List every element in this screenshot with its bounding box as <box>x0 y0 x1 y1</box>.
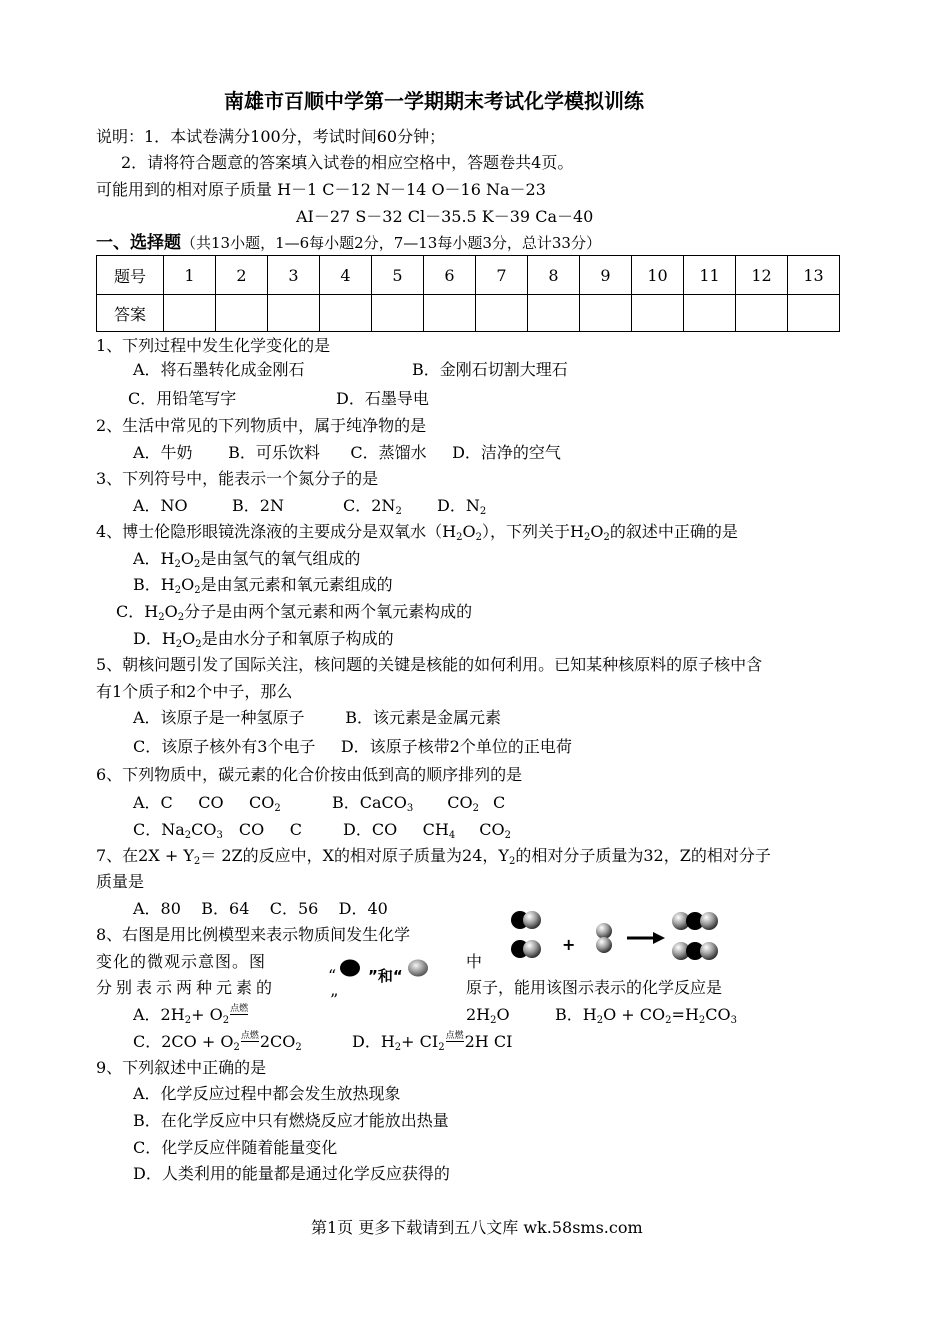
q5-options-ab: A．该原子是一种氢原子 B．该元素是金属元素 <box>133 708 502 727</box>
q4-option-text: 分子是由两个氢元素和两个氧元素构成的 <box>184 602 473 621</box>
q8-option-text: A．2H <box>133 1005 185 1024</box>
table-cell-number: 3 <box>268 256 320 295</box>
q6-option-b <box>332 793 505 813</box>
q6-option-text: CO <box>447 793 473 812</box>
answer-cell[interactable] <box>788 295 840 332</box>
subscript: 2 <box>472 803 480 814</box>
subscript: 2 <box>479 506 487 517</box>
table-cell-number: 12 <box>736 256 788 295</box>
q9-option-d: D．人类利用的能量都是通过化学反应获得的 <box>133 1164 450 1183</box>
q5-options-cd: C．该原子核外有3个电子 D．该原子核带2个单位的正电荷 <box>133 737 572 756</box>
q7-stem-text: 7、在2X + Y <box>96 846 194 865</box>
answer-cell[interactable] <box>216 295 268 332</box>
subscript: 2 <box>295 1042 302 1053</box>
q4-option-text: O <box>180 549 195 568</box>
subscript: 2 <box>394 1042 402 1053</box>
q3-option-b: B．2N <box>232 496 284 515</box>
q8-option-text: B．H <box>555 1005 597 1024</box>
q4-option-text: D．H <box>133 629 176 648</box>
q8-stem-line-2b: 中 <box>466 952 483 971</box>
section-heading <box>96 233 601 253</box>
answer-cell[interactable] <box>424 295 476 332</box>
note-line-1: 说明：1．本试卷满分100分，考试时间60分钟； <box>96 127 446 146</box>
table-cell-number: 1 <box>164 256 216 295</box>
q6-option-text: C <box>493 793 506 812</box>
subscript: 2 <box>274 803 281 814</box>
subscript: 2 <box>504 830 511 841</box>
reactant-b2-molecule <box>596 923 612 953</box>
subscript: 2 <box>596 1015 604 1026</box>
subscript: 4 <box>448 830 456 841</box>
subscript: 2 <box>184 830 192 841</box>
subscript: 2 <box>490 1015 497 1026</box>
condition-ignite: 点燃 <box>230 1004 249 1014</box>
q2-stem: 2、生活中常见的下列物质中，属于纯净物的是 <box>96 416 427 435</box>
q9-stem: 9、下列叙述中正确的是 <box>96 1058 267 1077</box>
table-cell-number: 2 <box>216 256 268 295</box>
subscript: 2 <box>222 1015 230 1026</box>
table-cell-number: 9 <box>580 256 632 295</box>
subscript: 3 <box>216 830 223 841</box>
q6-stem: 6、下列物质中，碳元素的化合价按由低到高的顺序排列的是 <box>96 765 523 784</box>
q4-option-text: A．H <box>133 549 175 568</box>
q8-option-text: CO <box>705 1005 731 1024</box>
q5-stem-line-2: 有1个质子和2个中子，那么 <box>96 682 293 701</box>
q4-option-text: 是由水分子和氧原子构成的 <box>201 629 394 648</box>
q8-option-a <box>133 1005 249 1025</box>
subscript: 3 <box>406 803 414 814</box>
subscript: 2 <box>665 1015 672 1026</box>
q4-option-text: C．H <box>116 602 159 621</box>
q5-stem-line-1: 5、朝核问题引发了国际关注，核问题的关键是核能的如何利用。已知某种核原料的原子核中含 <box>96 655 763 674</box>
subscript: 2 <box>175 639 183 650</box>
subscript: 2 <box>174 559 181 570</box>
q6-option-d <box>343 820 511 840</box>
condition-ignite: 点燃 <box>445 1031 464 1041</box>
subscript: 2 <box>508 856 516 867</box>
q6-option-text: A．C CO CO <box>133 793 275 812</box>
q3-stem: 3、下列符号中，能表示一个氮分子的是 <box>96 469 379 488</box>
subscript: 2 <box>194 559 201 570</box>
plus-sign: + <box>562 935 576 954</box>
table-header-answer: 答案 <box>97 295 164 332</box>
subscript: 2 <box>438 1042 445 1053</box>
q8-option-text: O <box>496 1005 510 1024</box>
page-footer: 第1页 更多下载请到五八文库 wk.58sms.com <box>311 1218 643 1237</box>
q8-option-text: O + CO <box>603 1005 666 1024</box>
q4-option-text: O <box>181 575 195 594</box>
subscript: 2 <box>603 532 610 543</box>
section-desc: （共13小题，1—6每小题2分，7—13每小题3分，总计33分） <box>181 234 601 252</box>
q9-option-b: B．在化学反应中只有燃烧反应才能放出热量 <box>133 1111 449 1130</box>
q9-option-c: C．化学反应伴随着能量变化 <box>133 1138 338 1157</box>
q8-stem-line-3: 分别表示两种元素的 <box>96 978 277 997</box>
answer-cell[interactable] <box>164 295 216 332</box>
subscript: 2 <box>698 1015 706 1026</box>
q4-stem-text: 4、博士伦隐形眼镜洗涤液的主要成分是双氧水（H <box>96 522 457 541</box>
subscript: 2 <box>195 639 202 650</box>
q6-option-text: CO <box>479 820 505 839</box>
q1-option-b: B．金刚石切割大理石 <box>412 360 568 379</box>
table-cell-number: 13 <box>788 256 840 295</box>
q6-option-text: B．CaCO <box>332 793 407 812</box>
answer-cell[interactable] <box>372 295 424 332</box>
subscript: 2 <box>395 506 402 517</box>
q8-option-c <box>133 1032 302 1052</box>
q4-stem-text: O <box>462 522 476 541</box>
q8-option-a-product <box>466 1005 510 1025</box>
q8-option-text: 2H <box>466 1005 491 1024</box>
condition-ignite: 点燃 <box>240 1031 259 1041</box>
reactant-ab-molecule <box>511 911 541 929</box>
q2-options: A．牛奶 B．可乐饮料 C．蒸馏水 D．洁净的空气 <box>133 443 561 462</box>
q8-reaction-diagram <box>505 905 730 967</box>
q6-option-text: CO C <box>238 820 302 839</box>
q8-option-d <box>352 1032 512 1052</box>
answer-cell[interactable] <box>320 295 372 332</box>
q3-option-c <box>343 496 402 516</box>
q7-stem-text: 的相对分子质量为32，Z的相对分子 <box>515 846 771 865</box>
answer-table <box>96 255 840 332</box>
q3-option-d <box>437 496 486 516</box>
q1-stem: 1、下列过程中发生化学变化的是 <box>96 336 331 355</box>
q4-stem-text: ），下列关于H <box>482 522 584 541</box>
q8-stem-line-2: 变化的微观示意图。图 <box>96 952 267 971</box>
page-title: 南雄市百顺中学第一学期期末考试化学模拟训练 <box>224 89 644 113</box>
table-cell-number: 7 <box>476 256 528 295</box>
q8-option-text: D．H <box>352 1032 395 1051</box>
reactant-ab-molecule <box>511 940 541 958</box>
note-line-2: 2．请将符合题意的答案填入试卷的相应空格中，答题卷共4页。 <box>121 153 574 172</box>
table-cell-number: 6 <box>424 256 476 295</box>
q6-option-text: C．Na <box>133 820 185 839</box>
subscript: 2 <box>456 532 463 543</box>
q6-option-text: D．CO CH <box>343 820 449 839</box>
answer-table-number-row <box>97 256 840 295</box>
q4-option-a <box>133 549 360 569</box>
q7-stem-line-2: 质量是 <box>96 872 145 891</box>
q8-option-text: 2H CI <box>464 1032 513 1051</box>
table-cell-number: 4 <box>320 256 372 295</box>
q8-stem-line-1: 8、右图是用比例模型来表示物质间发生化学 <box>96 925 411 944</box>
table-cell-number: 5 <box>372 256 424 295</box>
subscript: 2 <box>194 585 201 596</box>
q4-option-c <box>116 602 472 622</box>
q7-stem-text: ＝ 2Z的反应中，X的相对原子质量为24，Y <box>200 846 509 865</box>
q3-option-c-text: C．2N <box>343 496 396 515</box>
q1-option-d: D．石墨导电 <box>336 389 429 408</box>
answer-cell[interactable] <box>632 295 684 332</box>
table-cell-number: 10 <box>632 256 684 295</box>
q7-options: A．80 B．64 C．56 D．40 <box>133 899 388 918</box>
subscript: 2 <box>158 612 165 623</box>
subscript: 3 <box>730 1015 737 1026</box>
answer-cell[interactable] <box>528 295 580 332</box>
subscript: 2 <box>475 532 483 543</box>
product-molecule <box>672 912 718 930</box>
q4-option-b <box>133 575 393 595</box>
subscript: 2 <box>184 1015 192 1026</box>
subscript: 2 <box>233 1042 240 1053</box>
q3-option-d-text: D．N <box>437 496 480 515</box>
q4-stem-text: 的叙述中正确的是 <box>609 522 738 541</box>
q7-stem-line-1 <box>96 846 771 866</box>
q4-stem <box>96 522 738 542</box>
subscript: 2 <box>174 585 182 596</box>
q8-stem-line-3b: 原子，能用该图示表示的化学反应是 <box>466 978 723 997</box>
q6-option-text: CO <box>191 820 217 839</box>
table-header-number: 题号 <box>97 256 164 295</box>
product-molecule <box>672 942 718 960</box>
reaction-arrow <box>627 932 665 944</box>
subscript: 2 <box>177 612 185 623</box>
q8-option-text: + O <box>191 1005 223 1024</box>
q6-option-a <box>133 793 281 813</box>
answer-cell[interactable] <box>268 295 320 332</box>
q1-option-a: A．将石墨转化成金刚石 <box>133 360 305 379</box>
q8-quote-mid: ”和“ <box>368 967 403 985</box>
answer-table-answer-row <box>97 295 840 332</box>
q4-option-text: B．H <box>133 575 175 594</box>
q9-option-a: A．化学反应过程中都会发生放热现象 <box>133 1084 401 1103</box>
q4-option-text: O <box>164 602 178 621</box>
table-cell-number: 8 <box>528 256 580 295</box>
section-title: 一、选择题 <box>96 233 181 253</box>
q8-option-b <box>555 1005 737 1025</box>
subscript: 2 <box>583 532 591 543</box>
q1-option-c: C．用铅笔写字 <box>128 389 237 408</box>
q8-quote-close: ” <box>330 990 339 1009</box>
q4-option-text: 是由氢气的氧气组成的 <box>200 549 361 568</box>
q8-option-text: + CI <box>401 1032 439 1051</box>
q4-option-text: O <box>182 629 196 648</box>
answer-cell[interactable] <box>580 295 632 332</box>
table-cell-number: 11 <box>684 256 736 295</box>
q6-option-c <box>133 820 302 840</box>
q4-option-text: 是由氢元素和氧元素组成的 <box>200 575 393 594</box>
answer-cell[interactable] <box>476 295 528 332</box>
q4-option-d <box>133 629 394 649</box>
atomic-masses-1: 可能用到的相对原子质量 H－1 C－12 N－14 O－16 Na－23 <box>96 180 546 199</box>
atom-a-icon <box>338 958 362 978</box>
q8-option-text: 2CO <box>259 1032 296 1051</box>
q8-option-text: C．2CO + O <box>133 1032 234 1051</box>
subscript: 2 <box>193 856 201 867</box>
q8-quote-open: “ <box>328 966 337 985</box>
q4-stem-text: O <box>590 522 604 541</box>
atomic-masses-2: AI－27 S－32 Cl－35.5 K－39 Ca－40 <box>296 207 594 226</box>
q3-option-a: A．NO <box>133 496 188 515</box>
q8-option-text: =H <box>671 1005 699 1024</box>
answer-cell[interactable] <box>736 295 788 332</box>
answer-cell[interactable] <box>684 295 736 332</box>
atom-b-icon <box>406 958 430 978</box>
